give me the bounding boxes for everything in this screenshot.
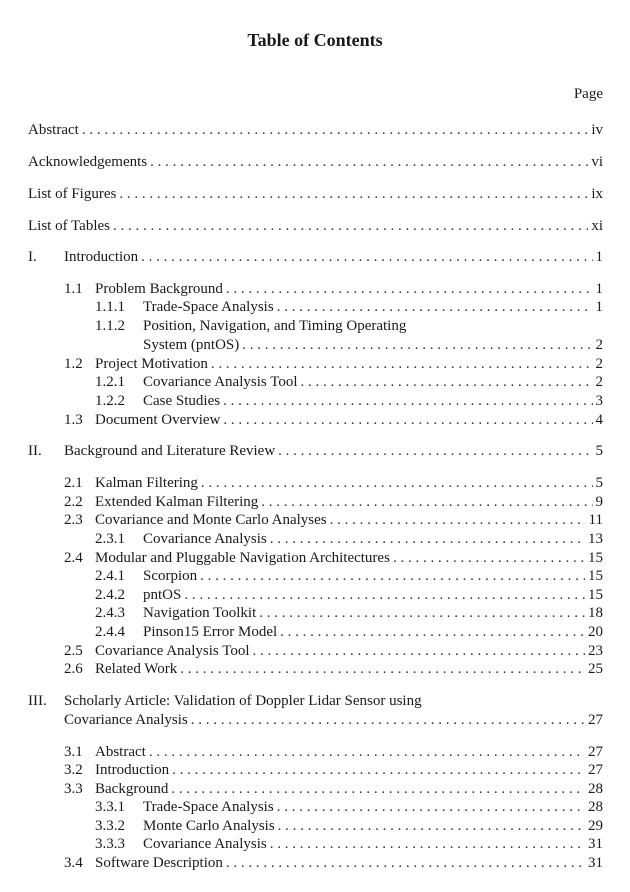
- toc-entry-title: Related Work: [95, 661, 178, 677]
- toc-entry-trade-space-analysis[interactable]: [143, 298, 603, 316]
- toc-entry-title: Acknowledgements: [28, 154, 148, 170]
- toc-entry-number: 3.3.1: [95, 799, 125, 815]
- toc-entry-document-overview[interactable]: [95, 411, 603, 429]
- toc-entry-number: 2.4.3: [95, 605, 125, 621]
- toc-entry-list-of-tables[interactable]: [28, 217, 603, 235]
- toc-entry-number: 2.6: [64, 661, 83, 677]
- toc-entry-title: Problem Background: [95, 281, 223, 297]
- toc-entry-abstract[interactable]: [95, 743, 603, 761]
- dot-leader: [280, 623, 585, 641]
- toc-page-number: 1: [595, 281, 603, 297]
- toc-page-number: vi: [591, 154, 603, 170]
- toc-entry-covariance-analysis-tool[interactable]: [95, 642, 603, 660]
- toc-page-number: 11: [588, 512, 603, 528]
- toc-entry-modular-and-pluggable-navigation-architectures[interactable]: [95, 549, 603, 567]
- dot-leader: [184, 586, 585, 604]
- dot-leader: [200, 567, 585, 585]
- toc-entry-software-description[interactable]: [95, 854, 603, 872]
- toc-entry-background[interactable]: [95, 780, 603, 798]
- dot-leader: [211, 355, 593, 373]
- toc-entry-title: Covariance Analysis Tool: [143, 374, 298, 390]
- dot-leader: [223, 392, 592, 410]
- toc-entry-problem-background[interactable]: [95, 280, 603, 298]
- toc-entry-title: Scholarly Article: Validation of Doppler Lidar Sensor using: [64, 693, 422, 709]
- toc-entry-title: Covariance Analysis: [64, 712, 188, 728]
- toc-entry-extended-kalman-filtering[interactable]: [95, 493, 603, 511]
- toc-entry-title: Extended Kalman Filtering: [95, 494, 259, 510]
- toc-entry-title: Introduction: [95, 762, 170, 778]
- dot-leader: [141, 248, 592, 266]
- dot-leader: [330, 511, 586, 529]
- toc-entry-title: System (pntOS): [143, 337, 240, 353]
- toc-entry-number: 3.3.2: [95, 818, 125, 834]
- toc-page-number: 20: [588, 624, 603, 640]
- dot-leader: [270, 530, 585, 548]
- toc-page-number: 27: [588, 744, 603, 760]
- toc-entry-title: Trade-Space Analysis: [143, 299, 274, 315]
- toc-page-number: 15: [588, 587, 603, 603]
- toc-entry-scholarly-article-validation-of-doppler-lidar-sensor-using-covariance-analysis[interactable]: [64, 711, 603, 729]
- toc-entry-scholarly-article-validation-of-doppler-lidar-sensor-using-covariance-analysis[interactable]: [64, 692, 603, 710]
- toc-entry-position-navigation-and-timing-operating-system-pntos[interactable]: [143, 336, 603, 354]
- toc-page-number: 29: [588, 818, 603, 834]
- toc-entry-title: Position, Navigation, and Timing Operating: [143, 318, 407, 334]
- toc-entry-title: Abstract: [28, 122, 79, 138]
- toc-page-number: 23: [588, 643, 603, 659]
- toc-entry-introduction[interactable]: [64, 248, 603, 266]
- dot-leader: [201, 474, 593, 492]
- toc-entry-title: Document Overview: [95, 412, 221, 428]
- dot-leader: [226, 854, 585, 872]
- dot-leader: [149, 743, 585, 761]
- toc-page-number: 13: [588, 531, 603, 547]
- toc-entry-title: Covariance and Monte Carlo Analyses: [95, 512, 327, 528]
- toc-entry-number: 1.1: [64, 281, 83, 297]
- toc-page-number: 15: [588, 568, 603, 584]
- toc-entry-title: Trade-Space Analysis: [143, 799, 274, 815]
- toc-entry-number: III.: [28, 693, 47, 709]
- toc-entry-title: Scorpion: [143, 568, 198, 584]
- toc-entry-number: 2.1: [64, 475, 83, 491]
- toc-entry-title: Software Description: [95, 855, 223, 871]
- toc-page-number: 2: [595, 356, 603, 372]
- dot-leader: [393, 549, 585, 567]
- dot-leader: [180, 660, 585, 678]
- toc-entry-number: 2.3: [64, 512, 83, 528]
- toc-page-number: 5: [595, 443, 603, 459]
- toc-entry-covariance-analysis-tool[interactable]: [143, 373, 603, 391]
- dot-leader: [300, 373, 592, 391]
- toc-entry-covariance-analysis[interactable]: [143, 835, 603, 853]
- toc-entry-kalman-filtering[interactable]: [95, 474, 603, 492]
- dot-leader: [82, 121, 589, 139]
- toc-entry-number: I.: [28, 249, 37, 265]
- toc-entry-number: 1.2.2: [95, 393, 125, 409]
- toc-entry-number: 2.3.1: [95, 531, 125, 547]
- toc-entry-scorpion[interactable]: [143, 567, 603, 585]
- toc-page-number: 15: [588, 550, 603, 566]
- toc-entry-number: 2.4.1: [95, 568, 125, 584]
- toc-entry-number: 3.3: [64, 781, 83, 797]
- toc-entry-project-motivation[interactable]: [95, 355, 603, 373]
- dot-leader: [242, 336, 592, 354]
- dot-leader: [278, 442, 592, 460]
- dot-leader: [277, 798, 585, 816]
- dot-leader: [223, 411, 592, 429]
- toc-page-number: 3: [595, 393, 603, 409]
- toc-entry-title: Covariance Analysis Tool: [95, 643, 250, 659]
- dot-leader: [113, 217, 588, 235]
- toc-page-number: 1: [595, 299, 603, 315]
- toc-page-number: 5: [595, 475, 603, 491]
- page-column-header: Page: [573, 86, 603, 102]
- toc-entry-number: 1.2: [64, 356, 83, 372]
- dot-leader: [278, 817, 585, 835]
- toc-entry-number: II.: [28, 443, 42, 459]
- toc-entry-title: Covariance Analysis: [143, 531, 267, 547]
- toc-entry-number: 3.2: [64, 762, 83, 778]
- dot-leader: [150, 153, 588, 171]
- toc-page-number: 28: [588, 781, 603, 797]
- toc-page-number: 27: [588, 712, 603, 728]
- toc-entry-title: Kalman Filtering: [95, 475, 198, 491]
- toc-entry-number: 3.1: [64, 744, 83, 760]
- dot-leader: [252, 642, 585, 660]
- toc-page-number: 27: [588, 762, 603, 778]
- toc-entry-title: Pinson15 Error Model: [143, 624, 278, 640]
- toc-entry-case-studies[interactable]: [143, 392, 603, 410]
- dot-leader: [191, 711, 585, 729]
- toc-entry-related-work[interactable]: [95, 660, 603, 678]
- toc-entry-number: 1.3: [64, 412, 83, 428]
- toc-entry-title: Covariance Analysis: [143, 836, 267, 852]
- dot-leader: [171, 780, 585, 798]
- toc-page-number: 9: [595, 494, 603, 510]
- toc-entry-title: Abstract: [95, 744, 146, 760]
- toc-entry-title: Project Motivation: [95, 356, 208, 372]
- toc-page-number: 18: [588, 605, 603, 621]
- dot-leader: [261, 493, 592, 511]
- toc-page-number: 25: [588, 661, 603, 677]
- toc-entry-navigation-toolkit[interactable]: [143, 604, 603, 622]
- toc-entry-number: 1.1.1: [95, 299, 125, 315]
- toc-entry-background-and-literature-review[interactable]: [64, 442, 603, 460]
- toc-entry-title: pntOS: [143, 587, 182, 603]
- toc-entry-title: Navigation Toolkit: [143, 605, 257, 621]
- toc-entry-title: Case Studies: [143, 393, 221, 409]
- toc-entry-monte-carlo-analysis[interactable]: [143, 817, 603, 835]
- toc-entry-title: Introduction: [64, 249, 139, 265]
- page-title: Table of Contents: [247, 30, 383, 50]
- dot-leader: [259, 604, 585, 622]
- toc-entry-number: 3.3.3: [95, 836, 125, 852]
- toc-entry-pinson15-error-model[interactable]: [143, 623, 603, 641]
- dot-leader: [172, 761, 585, 779]
- toc-entry-title: List of Tables: [28, 218, 110, 234]
- toc-entry-number: 2.4.4: [95, 624, 125, 640]
- toc-entry-number: 1.2.1: [95, 374, 125, 390]
- toc-entry-number: 2.5: [64, 643, 83, 659]
- toc-entry-number: 2.2: [64, 494, 83, 510]
- toc-page-number: iv: [591, 122, 603, 138]
- toc-entry-number: 2.4.2: [95, 587, 125, 603]
- toc-entry-acknowledgements[interactable]: [28, 153, 603, 171]
- toc-page-number: 2: [595, 374, 603, 390]
- dot-leader: [270, 835, 585, 853]
- toc-entry-number: 3.4: [64, 855, 83, 871]
- toc-entry-title: Background and Literature Review: [64, 443, 276, 459]
- toc-page-number: 31: [588, 855, 603, 871]
- toc-entry-number: 1.1.2: [95, 318, 125, 334]
- toc-entry-list-of-figures[interactable]: [28, 185, 603, 203]
- toc-page-number: 28: [588, 799, 603, 815]
- toc-page-number: 31: [588, 836, 603, 852]
- toc-entry-title: Background: [95, 781, 169, 797]
- toc-page-number: xi: [591, 218, 603, 234]
- toc-entry-introduction[interactable]: [95, 761, 603, 779]
- toc-entry-abstract[interactable]: [28, 121, 603, 139]
- toc-page-number: 2: [595, 337, 603, 353]
- toc-page-number: 4: [595, 412, 603, 428]
- dot-leader: [277, 298, 593, 316]
- toc-entry-position-navigation-and-timing-operating-system-pntos[interactable]: [143, 317, 603, 335]
- toc-page-number: 1: [595, 249, 603, 265]
- toc-entry-pntos[interactable]: [143, 586, 603, 604]
- toc-entry-covariance-and-monte-carlo-analyses[interactable]: [95, 511, 603, 529]
- toc-entry-covariance-analysis[interactable]: [143, 530, 603, 548]
- toc-entry-title: Modular and Pluggable Navigation Architectures: [95, 550, 390, 566]
- toc-entry-title: Monte Carlo Analysis: [143, 818, 275, 834]
- toc-entry-number: 2.4: [64, 550, 83, 566]
- dot-leader: [226, 280, 593, 298]
- toc-entry-trade-space-analysis[interactable]: [143, 798, 603, 816]
- toc-entry-title: List of Figures: [28, 186, 117, 202]
- dot-leader: [119, 185, 588, 203]
- toc-page-number: ix: [591, 186, 603, 202]
